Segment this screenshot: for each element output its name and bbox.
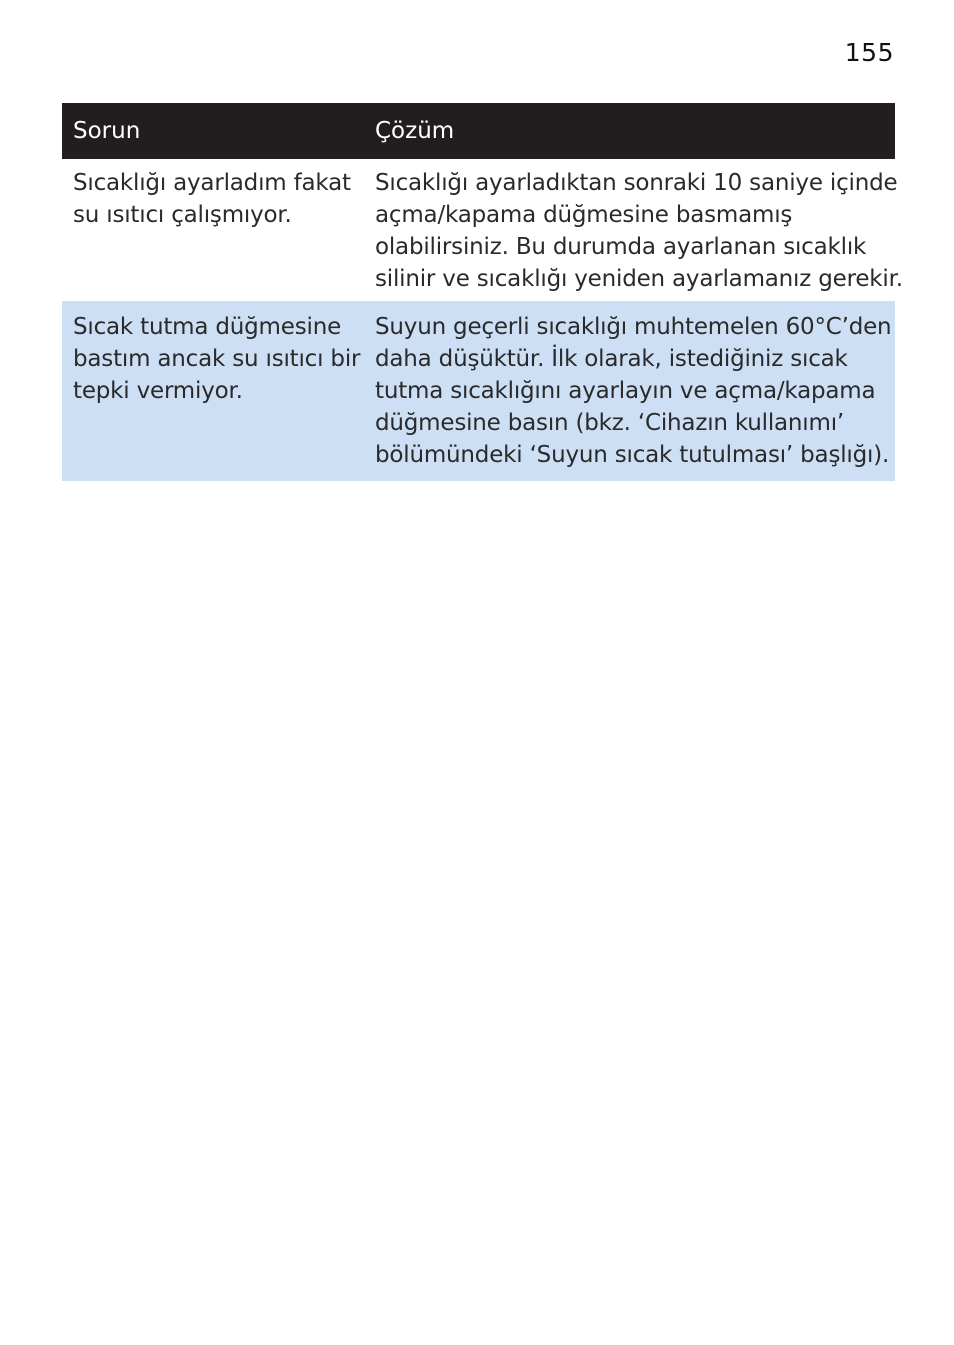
solution-text-line: daha düşüktür. İlk olarak, istediğiniz sıcak [375,346,848,372]
problem-text-line: Sıcak tutma düğmesine [73,314,342,340]
solution-column-header: Çözüm [364,103,895,159]
solution-text-line: bölümündeki ‘Suyun sıcak tutulması’ başlığı). [375,442,890,468]
solution-text-line: düğmesine basın (bkz. ‘Cihazın kullanımı’ [375,410,845,436]
problem-text-line: tepki vermiyor. [73,378,243,404]
table-row [62,159,895,301]
table-header-row [62,103,895,159]
table-row [62,301,895,481]
solution-text-line: Sıcaklığı ayarladıktan sonraki 10 saniye içinde [375,170,898,196]
problem-text-line: su ısıtıcı çalışmıyor. [73,202,292,228]
solution-text-line: tutma sıcaklığını ayarlayın ve açma/kapama [375,378,876,404]
problem-text-line: Sıcaklığı ayarladım fakat [73,170,351,196]
solution-text-line: Suyun geçerli sıcaklığı muhtemelen 60°C’den [375,314,892,340]
troubleshooting-table [62,103,903,481]
problem-cell [62,301,364,481]
problem-column-header: Sorun [62,103,364,159]
solution-text-line: silinir ve sıcaklığı yeniden ayarlamanız gerekir. [375,266,903,292]
solution-cell [364,301,895,481]
solution-text-line: olabilirsiniz. Bu durumda ayarlanan sıcaklık [375,234,867,260]
solution-cell [364,159,903,301]
problem-cell [62,159,364,301]
problem-text-line: bastım ancak su ısıtıcı bir [73,346,361,372]
solution-text-line: açma/kapama düğmesine basmamış [375,202,793,228]
page-number: 155 [844,38,894,67]
